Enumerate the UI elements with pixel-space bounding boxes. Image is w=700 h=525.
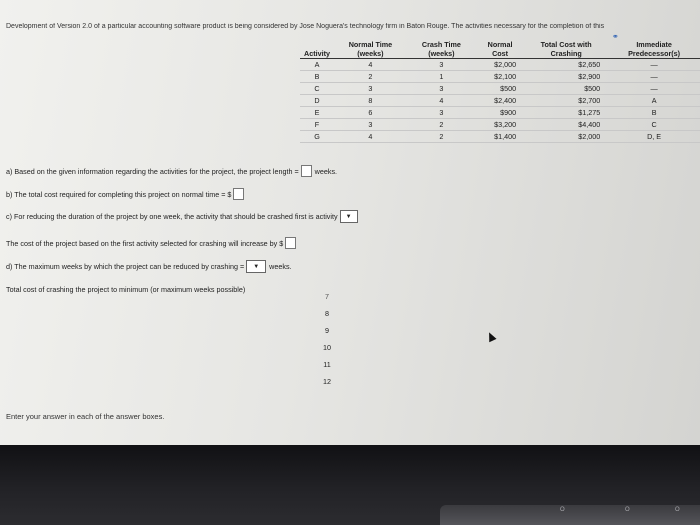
question-a: a) Based on the given information regarding the activities for the project, the project length = weeks. [6, 166, 338, 176]
dropdown-option[interactable]: 11 [323, 360, 331, 369]
question-c: c) For reducing the duration of the project by one week, the activity that should be crashed first is activity ▼ [6, 210, 360, 223]
table-row: G 4 2 $1,400 $2,000 D, E [300, 131, 700, 143]
col-normal-cost: Normal Cost [476, 40, 524, 59]
table-row: E 6 3 $900 $1,275 B [300, 107, 700, 119]
max-weeks-dropdown-list [312, 288, 342, 390]
cost-increase-input[interactable] [285, 237, 296, 249]
question-d: d) The maximum weeks by which the project can be reduced by crashing = ▼ weeks. [6, 262, 292, 271]
dropdown-option[interactable]: 10 [323, 343, 331, 352]
first-crash-activity-dropdown[interactable]: ▼ [340, 210, 358, 223]
dropdown-option[interactable]: 9 [325, 326, 329, 335]
dropdown-option[interactable]: 8 [325, 309, 329, 318]
question-b: b) The total cost required for completing this project on normal time = $ [6, 188, 246, 200]
dropdown-option[interactable]: 12 [323, 377, 331, 386]
col-crash-time: Crash Time (weeks) [407, 40, 476, 59]
table-row: B 2 1 $2,100 $2,900 — [300, 71, 700, 83]
max-weeks-dropdown[interactable]: ▼ [246, 260, 266, 273]
key-label: O [560, 507, 565, 513]
col-total-cost-crashing: Total Cost with Crashing [524, 40, 608, 59]
question-e: Total cost of crashing the project to minimum (or maximum weeks possible) [6, 285, 246, 294]
instructions: Enter your answer in each of the answer boxes. [6, 412, 165, 421]
key-label: O [625, 507, 630, 513]
table-row: D 8 4 $2,400 $2,700 A [300, 95, 700, 107]
col-normal-time: Normal Time (weeks) [334, 40, 407, 59]
activities-table [300, 40, 700, 143]
normal-cost-input[interactable] [233, 188, 244, 200]
col-predecessors: Immediate Predecessor(s) [608, 40, 700, 59]
table-row: F 3 2 $3,200 $4,400 C [300, 119, 700, 131]
problem-statement: Development of Version 2.0 of a particular accounting software product is being considered by Jose Noguera's technology firm in Baton Rouge. The activities necessary for the completion of this [6, 23, 605, 30]
dropdown-option[interactable]: 7 [325, 292, 329, 301]
key-label: O [675, 507, 680, 513]
info-icon[interactable]: ⚭ [612, 32, 619, 41]
table-row: C 3 3 $500 $500 — [300, 83, 700, 95]
mouse-pointer-icon [485, 331, 496, 343]
question-c2: The cost of the project based on the first activity selected for crashing will increase by $ [6, 237, 298, 249]
table-row: A 4 3 $2,000 $2,650 — [300, 59, 700, 71]
project-length-input[interactable] [301, 165, 312, 177]
col-activity: Activity [300, 40, 334, 59]
keyboard-edge [440, 505, 700, 525]
